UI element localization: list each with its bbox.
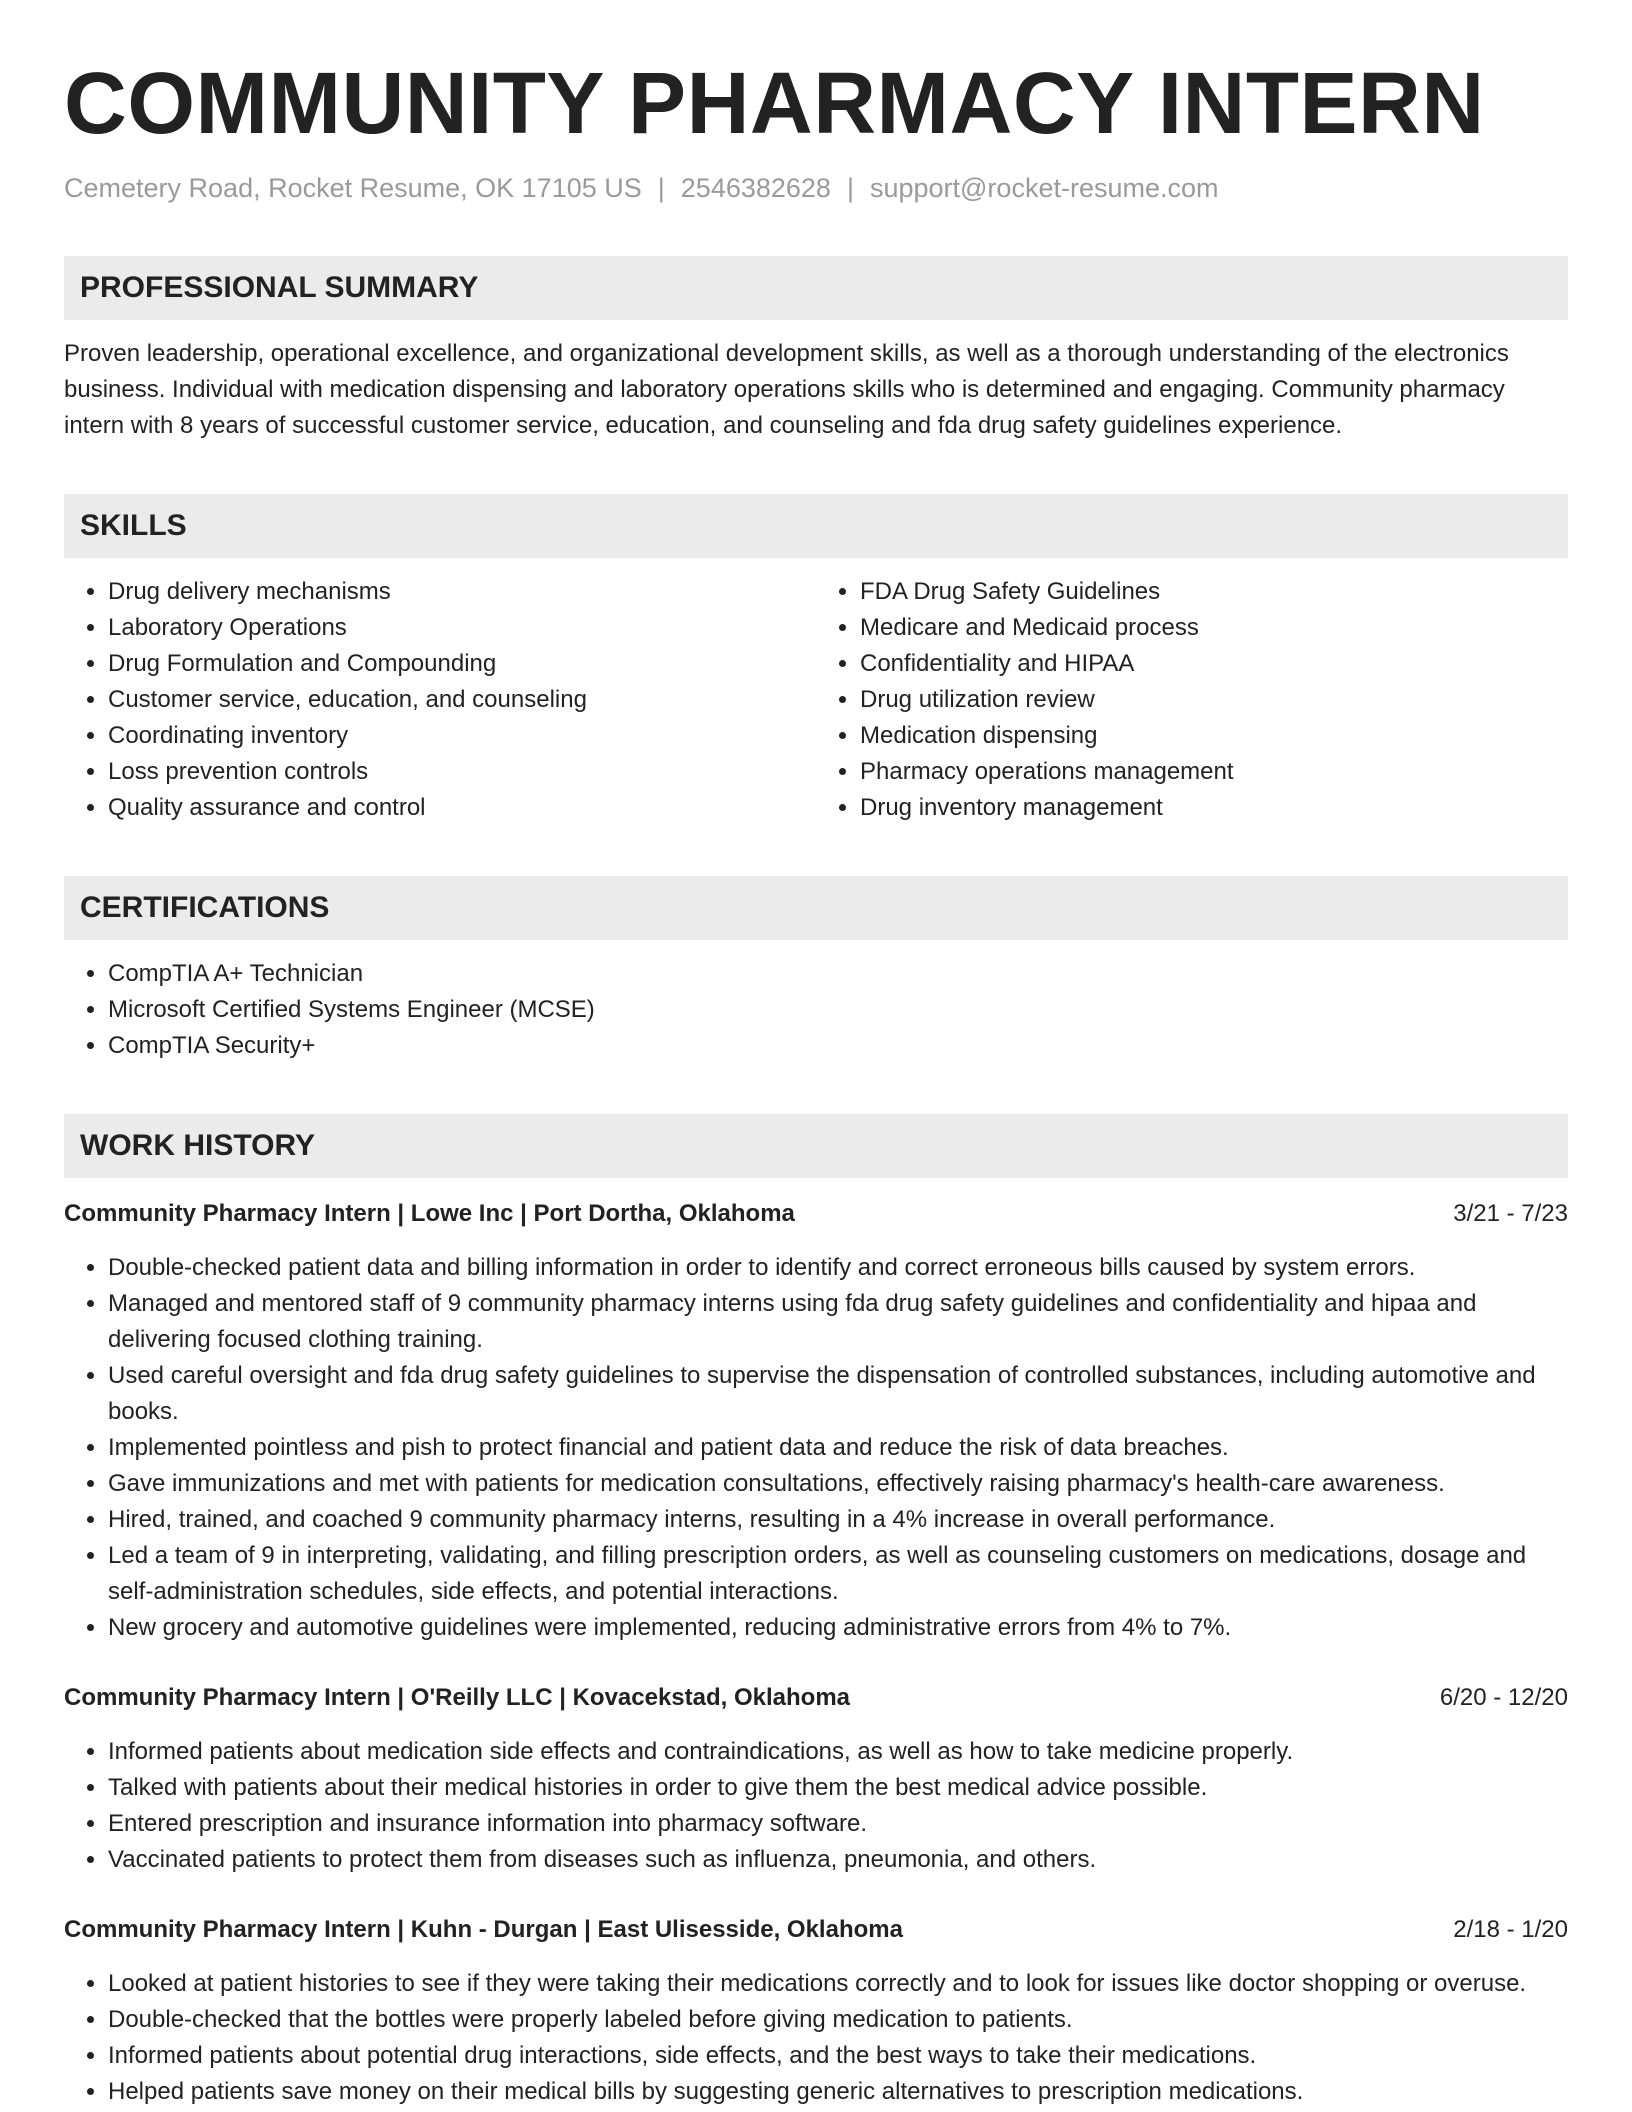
job-bullet: • Gave immunizations and met with patients for medication consultations, effectively raising pharmacy's health-care awareness. (108, 1466, 1568, 1502)
certification-item: • CompTIA A+ Technician (108, 956, 1568, 992)
job-bullet: • Talked with patients about their medical histories in order to give them the best medical advice possible. (108, 1770, 1568, 1806)
job-dates: 2/18 - 1/20 (1453, 1916, 1568, 1943)
skill-item: • Drug inventory management (860, 790, 1568, 826)
job-bullets (64, 1250, 1568, 1646)
job-bullet: • Helped patients save money on their medical bills by suggesting generic alternatives to prescription medications. (108, 2074, 1568, 2110)
skill-item: • Pharmacy operations management (860, 754, 1568, 790)
contact-line (64, 170, 1568, 206)
contact-phone: 2546382628 (680, 173, 831, 203)
skills-list-right (816, 574, 1568, 826)
job-entry (64, 1680, 1568, 1878)
skill-item: • Drug delivery mechanisms (108, 574, 816, 610)
skills-list-left (64, 574, 816, 826)
resume-name: COMMUNITY PHARMACY INTERN (64, 55, 1485, 152)
summary-text: Proven leadership, operational excellence, and organizational development skills, as well as a thorough understanding of the electronics business. Individual with medication dispensing and laboratory operations skills who is determined and engaging. Community pharmacy intern with 8 years of successful customer service, education, and counseling and fda drug safety guidelines experience. (64, 340, 1509, 439)
job-entry (64, 1196, 1568, 1646)
job-bullet: • Implemented pointless and pish to protect financial and patient data and reduce the risk of data breaches. (108, 1430, 1568, 1466)
job-bullet: • Informed patients about medication side effects and contraindications, as well as how to take medicine properly. (108, 1734, 1568, 1770)
job-dates: 3/21 - 7/23 (1453, 1200, 1568, 1227)
skill-item: • Quality assurance and control (108, 790, 816, 826)
section-header-summary: PROFESSIONAL SUMMARY (64, 256, 1568, 320)
job-bullet: • Entered prescription and insurance information into pharmacy software. (108, 1806, 1568, 1842)
certification-item: • CompTIA Security+ (108, 1028, 1568, 1064)
job-bullet: • Looked at patient histories to see if they were taking their medications correctly and to look for issues like doctor shopping or overuse. (108, 1966, 1568, 2002)
contact-email: support@rocket-resume.com (869, 173, 1219, 203)
section-header-certifications: CERTIFICATIONS (64, 876, 1568, 940)
job-title: Community Pharmacy Intern | Kuhn - Durgan | East Ulisesside, Oklahoma (64, 1916, 903, 1943)
contact-address: Cemetery Road, Rocket Resume, OK 17105 US (64, 173, 642, 203)
contact-separator: | (657, 173, 665, 203)
job-dates: 6/20 - 12/20 (1439, 1684, 1568, 1711)
skill-item: • Confidentiality and HIPAA (860, 646, 1568, 682)
skill-item: • Medication dispensing (860, 718, 1568, 754)
skill-item: • Drug utilization review (860, 682, 1568, 718)
skill-item: • Loss prevention controls (108, 754, 816, 790)
job-entry (64, 1912, 1568, 2110)
job-title: Community Pharmacy Intern | Lowe Inc | Port Dortha, Oklahoma (64, 1200, 795, 1227)
job-bullet: • Vaccinated patients to protect them from diseases such as influenza, pneumonia, and others. (108, 1842, 1568, 1878)
job-bullet: • Double-checked that the bottles were properly labeled before giving medication to patients. (108, 2002, 1568, 2038)
job-bullet: • Led a team of 9 in interpreting, validating, and filling prescription orders, as well as counseling customers on medications, dosage and self-administration schedules, side effects, and potential interactions. (108, 1538, 1568, 1610)
job-bullets (64, 1966, 1568, 2110)
job-bullet: • New grocery and automotive guidelines were implemented, reducing administrative errors from 4% to 7%. (108, 1610, 1568, 1646)
job-bullets (64, 1734, 1568, 1878)
skill-item: • FDA Drug Safety Guidelines (860, 574, 1568, 610)
job-bullet: • Informed patients about potential drug interactions, side effects, and the best ways to take their medications. (108, 2038, 1568, 2074)
job-bullet: • Managed and mentored staff of 9 community pharmacy interns using fda drug safety guidelines and confidentiality and hipaa and delivering focused clothing training. (108, 1286, 1568, 1358)
skill-item: • Drug Formulation and Compounding (108, 646, 816, 682)
job-title: Community Pharmacy Intern | O'Reilly LLC | Kovacekstad, Oklahoma (64, 1684, 851, 1711)
section-header-work-history: WORK HISTORY (64, 1114, 1568, 1178)
skills-grid (64, 558, 1568, 826)
job-header (64, 1912, 1568, 1948)
job-header (64, 1680, 1568, 1716)
section-header-skills: SKILLS (64, 494, 1568, 558)
skill-item: • Medicare and Medicaid process (860, 610, 1568, 646)
skill-item: • Coordinating inventory (108, 718, 816, 754)
skill-item: • Laboratory Operations (108, 610, 816, 646)
job-header (64, 1196, 1568, 1232)
job-bullet: • Hired, trained, and coached 9 community pharmacy interns, resulting in a 4% increase in overall performance. (108, 1502, 1568, 1538)
job-bullet: • Used careful oversight and fda drug safety guidelines to supervise the dispensation of controlled substances, including automotive and books. (108, 1358, 1568, 1430)
certifications-list (64, 956, 1568, 1064)
job-bullet: • Double-checked patient data and billing information in order to identify and correct erroneous bills caused by system errors. (108, 1250, 1568, 1286)
certification-item: • Microsoft Certified Systems Engineer (MCSE) (108, 992, 1568, 1028)
contact-separator: | (846, 173, 854, 203)
skill-item: • Customer service, education, and counseling (108, 682, 816, 718)
